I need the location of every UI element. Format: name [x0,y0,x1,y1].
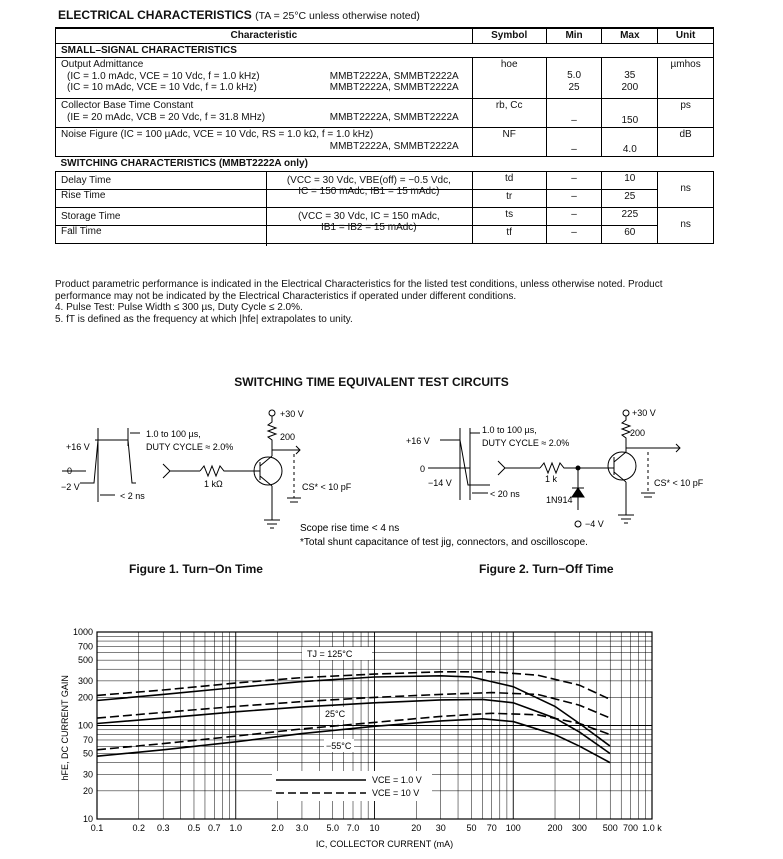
shunt-note: *Total shunt capacitance of test jig, connectors, and oscilloscope. [300,537,588,548]
resistor-1k-fig2 [540,463,605,473]
vneg-label: −4 V [585,519,604,529]
sw-cond: (VCC = 30 Vdc, VBE(off) = −0.5 Vdc, [286,174,451,186]
header-symbol: Symbol [472,28,546,43]
rb-label: 1 k [545,474,558,484]
sw-name: Delay Time [61,174,112,186]
x-tick-label: 200 [547,823,563,833]
symbol-cell: ts [472,207,546,225]
x-tick-label: 500 [602,823,618,833]
min-value: 25 [568,81,580,93]
y-tick-label: 700 [77,641,93,652]
y-tick-label: 20 [82,785,93,796]
circuits-title: SWITCHING TIME EQUIVALENT TEST CIRCUITS [234,375,509,389]
x-tick-label: 5.0 [326,823,339,833]
x-tick-label: 0.3 [156,823,170,833]
x-tick-label: 700 [622,823,639,833]
unit-cell: ns [658,171,714,207]
section-switching: SWITCHING CHARACTERISTICS (MMBT2222A only) [56,157,714,172]
note-4: 4. Pulse Test: Pulse Width ≤ 300 µs, Duty Cycle ≤ 2.0%. [55,302,303,313]
max-value: 60 [602,225,658,243]
y-tick-label: 200 [77,692,93,703]
x-tick-label: 7.0 [346,823,360,833]
duty-label: DUTY CYCLE ≈ 2.0% [146,442,234,452]
y-tick-label: 100 [77,720,93,731]
table-header-row [56,28,714,43]
x-tick-label: 0.7 [207,823,221,833]
sw-cond: IC = 150 mAdc, IB1 = 15 mAdc) [298,186,440,197]
max-value: 200 [621,81,639,93]
symbol-cell: td [472,171,546,189]
char-cond: (IE = 20 mAdc, VCB = 20 Vdc, f = 31.8 MHz) [67,111,266,123]
sw-name: Rise Time [61,189,106,201]
annotation-m55c: −55°C [326,741,352,751]
header-unit: Unit [658,28,714,43]
char-name: Noise Figure (IC = 100 µAdc, VCE = 10 Vdc, RS = 1.0 kΩ, f = 1.0 kHz) [61,129,374,140]
max-value: 150 [602,99,658,128]
max-value: 4.0 [602,128,658,157]
resistor-200 [268,416,276,444]
high-label: +16 V [406,436,430,446]
note-5: 5. fT is defined as the frequency at which |hfe| extrapolates to unity. [55,313,353,325]
max-value: 35 [624,70,636,81]
sw-name: Storage Time [61,210,121,222]
min-value: – [546,225,602,243]
duty-label: DUTY CYCLE ≈ 2.0% [482,438,570,448]
cs-label: CS* < 10 pF [654,478,704,488]
char-cond: (IC = 10 mAdc, VCE = 10 Vdc, f = 1.0 kHz) [67,82,257,93]
vcc-label: +30 V [280,409,304,419]
sw-cond: IB1 = IB2 = 15 mAdc) [321,222,417,233]
min-value: – [546,171,602,189]
sw-name: Fall Time [61,225,102,237]
table-row [56,171,714,189]
y-axis-label: hFE, DC CURRENT GAIN [60,675,70,781]
y-tick-label: 50 [82,748,93,759]
zero-label: 0 [420,464,426,474]
legend-vce-1: VCE = 1.0 V [372,775,422,785]
char-part: MMBT2222A, SMMBT2222A [329,140,459,152]
x-tick-label: 70 [486,823,497,833]
symbol-cell: tf [472,225,546,243]
min-value: – [546,128,602,157]
unit-cell: µmhos [658,58,714,99]
sw-cond: (VCC = 30 Vdc, IC = 150 mAdc, [297,210,440,222]
min-value: 5.0 [567,70,582,81]
annotation-125c: TJ = 125°C [307,649,353,659]
y-tick-label: 10 [82,814,93,824]
x-tick-label: 0.5 [187,823,201,833]
unit-cell: ns [658,207,714,243]
x-tick-label: 3.0 [295,823,309,833]
x-tick-label: 30 [435,823,446,833]
char-name: Output Admittance [61,59,144,70]
diode-1n914 [572,488,584,497]
x-tick-label: 1.0 [229,823,243,833]
x-tick-label: 0.2 [132,823,146,833]
zero-label: 0 [67,466,73,476]
max-value: 225 [602,207,658,225]
x-tick-label: 1.0 k [642,823,662,833]
header-max: Max [602,28,658,43]
table-row [56,207,714,225]
transistor-2 [608,452,636,480]
x-tick-label: 10 [369,823,380,833]
resistor-1k [200,466,250,476]
x-tick-label: 50 [466,823,477,833]
char-part: MMBT2222A, SMMBT2222A [329,82,459,93]
char-part: MMBT2222A, SMMBT2222A [329,70,459,82]
x-tick-label: 0.1 [90,823,104,833]
cs-label: CS* < 10 pF [302,482,352,492]
low-label: −2 V [61,482,80,492]
unit-cell: ps [658,99,714,128]
pulse-width-label: 1.0 to 100 µs, [482,425,537,435]
min-value: – [546,99,602,128]
scope-note: Scope rise time < 4 ns [300,523,400,534]
symbol-cell: tr [472,189,546,207]
x-axis-label: IC, COLLECTOR CURRENT (mA) [315,839,454,849]
symbol-cell: hoe [472,58,546,99]
y-tick-label: 1000 [72,627,93,637]
char-cond: (IC = 1.0 mAdc, VCE = 10 Vdc, f = 1.0 kHz) [67,70,260,82]
note-parametric: Product parametric performance is indicated in the Electrical Characteristics for the listed test conditions, unless otherwise noted. Product performance may not be indicated by the Electrical Characteristics if operated under different conditions. [55,279,663,302]
rc-label: 200 [280,432,296,442]
test-circuits-diagram [0,400,783,590]
x-tick-label: 100 [505,823,521,833]
fig2-caption: Figure 2. Turn−Off Time [479,562,614,576]
char-part: MMBT2222A, SMMBT2222A [329,111,459,123]
fall-label: < 20 ns [490,489,520,499]
pulse-width-label: 1.0 to 100 µs, [146,429,201,439]
x-tick-label: 2.0 [271,823,284,833]
y-tick-label: 500 [77,655,93,666]
table-row [56,99,714,128]
notes [55,279,720,325]
x-tick-label: 20 [411,823,422,833]
header-min: Min [546,28,602,43]
symbol-cell: NF [472,128,546,157]
y-tick-label: 30 [82,769,93,780]
min-value: – [546,189,602,207]
symbol-cell: rb, Cc [472,99,546,128]
max-value: 10 [602,171,658,189]
hfe-chart [0,615,783,859]
unit-cell: dB [658,128,714,157]
section-small-signal: SMALL–SIGNAL CHARACTERISTICS [56,43,714,58]
char-name: Collector Base Time Constant [61,100,194,111]
min-value: – [546,207,602,225]
table-row [56,58,714,99]
electrical-characteristics-table [55,27,714,244]
diode-label: 1N914 [546,495,573,505]
legend-vce-10: VCE = 10 V [372,788,420,798]
table-row [56,128,714,157]
x-tick-label: 300 [571,823,587,833]
low-label: −14 V [428,478,452,488]
series-line [97,676,610,746]
y-tick-label: 300 [77,675,93,686]
rise-label: < 2 ns [120,491,145,501]
fig1-caption: Figure 1. Turn−On Time [129,562,263,576]
rb-label: 1 kΩ [204,479,223,489]
ec-title: ELECTRICAL CHARACTERISTICS (TA = 25°C unless otherwise noted) [58,8,420,22]
header-characteristic: Characteristic [56,28,473,43]
rc-label: 200 [630,428,646,438]
annotation-25c: 25°C [325,709,346,719]
high-label: +16 V [66,442,90,452]
vcc-label: +30 V [632,408,656,418]
y-tick-label: 70 [82,734,93,745]
max-value: 25 [602,189,658,207]
